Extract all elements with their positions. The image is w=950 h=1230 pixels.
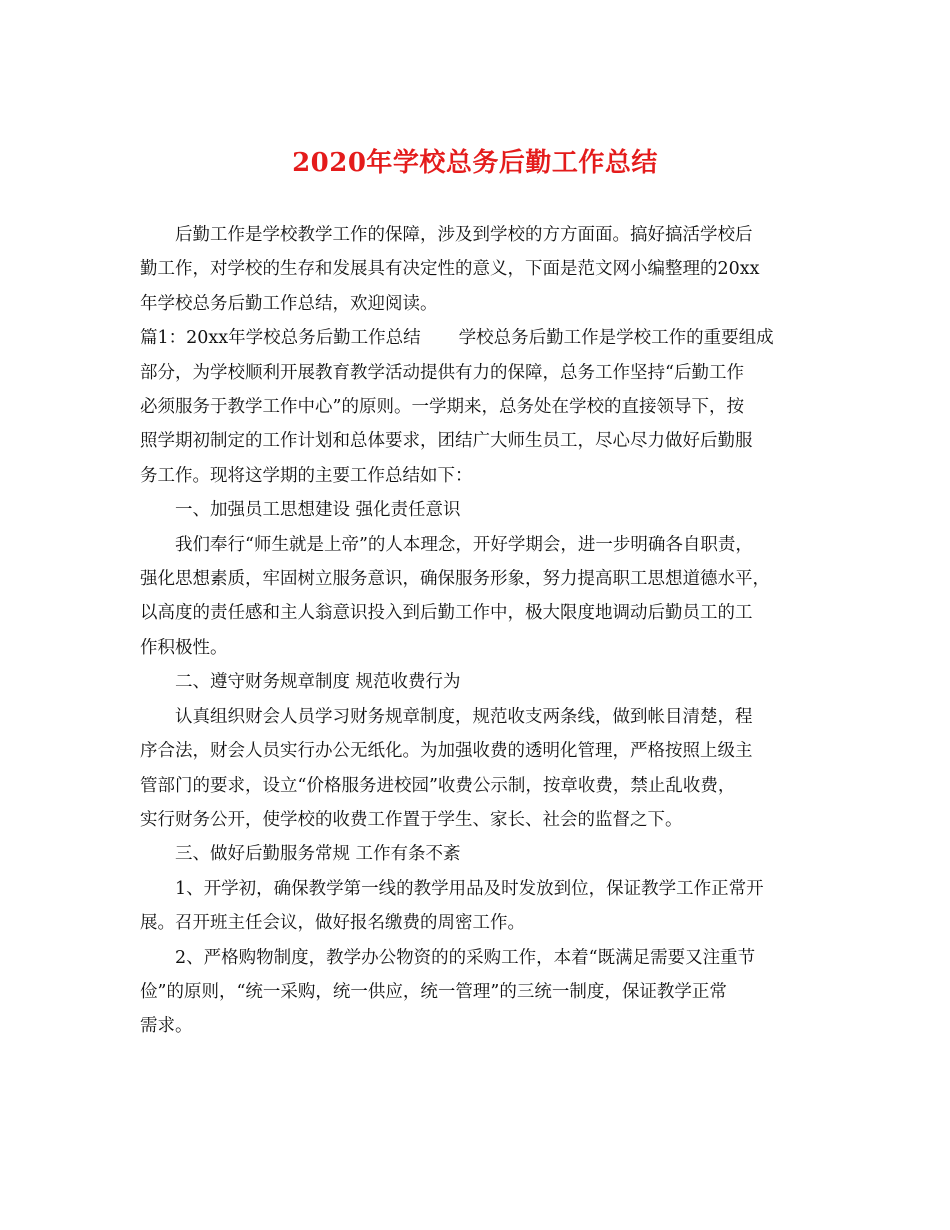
- line-text: 部分，为学校顺利开展教育教学活动提供有力的保障，总务工作坚持“后勤工作: [140, 362, 744, 383]
- text-line: [140, 218, 816, 252]
- text-line: [140, 872, 816, 906]
- line-text: 1、开学初，确保教学第一线的教学用品及时发放到位，保证教学工作正常开: [175, 878, 764, 899]
- line-text: 年学校总务后勤工作总结，欢迎阅读。: [140, 293, 438, 314]
- text-line: [140, 528, 816, 562]
- line-text: 以高度的责任感和主人翁意识投入到后勤工作中，极大限度地调动后勤员工的工: [140, 603, 753, 624]
- text-line: [140, 562, 816, 596]
- text-line: [140, 837, 816, 871]
- line-text: 务工作。现将这学期的主要工作总结如下：: [140, 465, 473, 486]
- text-line: [140, 906, 816, 940]
- line-text: 一、加强员工思想建设 强化责任意识: [175, 500, 461, 521]
- line-text: 作积极性。: [140, 637, 228, 658]
- line-text: 强化思想素质，牢固树立服务意识，确保服务形象，努力提高职工思想道德水平，: [140, 569, 770, 590]
- line-text: 需求。: [140, 1016, 193, 1037]
- line-text: 勤工作，对学校的生存和发展具有决定性的意义，下面是范文网小编整理的20xx: [140, 259, 760, 280]
- text-line: [140, 631, 816, 665]
- text-line: [140, 493, 816, 527]
- text-line: [140, 1009, 816, 1043]
- text-line: [140, 390, 816, 424]
- text-line: [140, 252, 816, 286]
- line-text: 展。召开班主任会议，做好报名缴费的周密工作。: [140, 913, 525, 934]
- line-text-tail: 学校总务后勤工作是学校工作的重要组成: [458, 328, 774, 349]
- line-text: 后勤工作是学校教学工作的保障，涉及到学校的方方面面。搞好搞活学校后: [175, 225, 753, 245]
- document-body: [140, 218, 816, 1044]
- line-text: 俭”的原则，“统一采购，统一供应，统一管理”的三统一制度，保证教学正常: [140, 981, 727, 1002]
- text-line: [140, 596, 816, 630]
- line-text: 实行财务公开，使学校的收费工作置于学生、家长、社会的监督之下。: [140, 809, 683, 830]
- text-line: [140, 700, 816, 734]
- text-line: [140, 769, 816, 803]
- line-text: 二、遵守财务规章制度 规范收费行为: [175, 672, 461, 693]
- text-line: [140, 975, 816, 1009]
- text-line: [140, 803, 816, 837]
- text-line: [140, 734, 816, 768]
- line-text: 照学期初制定的工作计划和总体要求，团结广大师生员工，尽心尽力做好后勤服: [140, 431, 753, 452]
- line-text: 篇1：20xx年学校总务后勤工作总结: [140, 328, 421, 349]
- text-line: [140, 321, 816, 355]
- document-title: 2020年学校总务后勤工作总结: [292, 148, 658, 178]
- line-text: 序合法，财会人员实行办公无纸化。为加强收费的透明化管理，严格按照上级主: [140, 741, 753, 762]
- line-text: 认真组织财会人员学习财务规章制度，规范收支两条线，做到帐目清楚，程: [175, 706, 753, 727]
- line-text: 三、做好后勤服务常规 工作有条不紊: [175, 844, 461, 865]
- line-text: 我们奉行“师生就是上帝”的人本理念，开好学期会，进一步明确各自职责，: [175, 534, 753, 555]
- line-text: 必须服务于教学工作中心”的原则。一学期来，总务处在学校的直接领导下，按: [140, 397, 744, 418]
- text-line: [140, 941, 816, 975]
- line-text: 管部门的要求，设立“价格服务进校园”收费公示制，按章收费，禁止乱收费，: [140, 775, 736, 796]
- text-line: [140, 356, 816, 390]
- text-line: [140, 665, 816, 699]
- text-line: [140, 287, 816, 321]
- text-line: [140, 459, 816, 493]
- line-text: 2、严格购物制度，教学办公物资的的采购工作，本着“既满足需要又注重节: [175, 947, 756, 968]
- text-line: [140, 424, 816, 458]
